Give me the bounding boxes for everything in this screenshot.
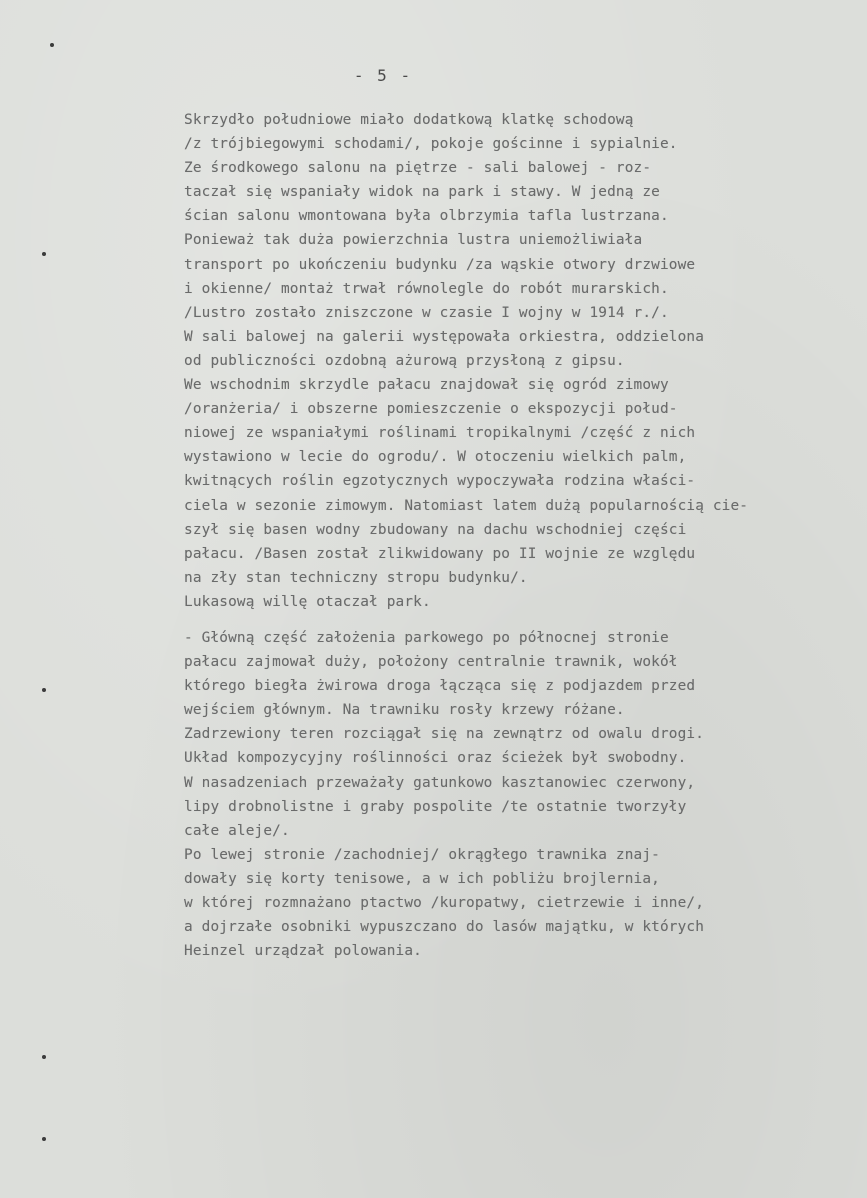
text-line: Po lewej stronie /zachodniej/ okrągłego trawnika znaj- xyxy=(184,846,660,863)
text-line: We wschodnim skrzydle pałacu znajdował się ogród zimowy xyxy=(184,377,669,394)
text-line: Lukasową willę otaczał park. xyxy=(184,593,431,610)
text-line: i okienne/ montaż trwał równolegle do robót murarskich. xyxy=(184,280,669,297)
text-line: Układ kompozycyjny roślinności oraz ścieżek był swobodny. xyxy=(184,750,687,767)
text-line: /Lustro zostało zniszczone w czasie I wojny w 1914 r./. xyxy=(184,304,669,321)
punch-hole xyxy=(42,252,46,256)
punch-hole xyxy=(42,688,46,692)
text-line: wejściem głównym. Na trawniku rosły krzewy różane. xyxy=(184,702,625,719)
text-line: W nasadzeniach przeważały gatunkowo kasztanowiec czerwony, xyxy=(184,774,696,791)
text-line: kwitnących roślin egzotycznych wypoczywała rodzina właści- xyxy=(184,473,696,490)
text-line: a dojrzałe osobniki wypuszczano do lasów majątku, w których xyxy=(184,919,705,936)
text-line: Ponieważ tak duża powierzchnia lustra uniemożliwiała xyxy=(184,232,643,249)
text-line: /z trójbiegowymi schodami/, pokoje gościnne i sypialnie. xyxy=(184,136,678,153)
text-line: /oranżeria/ i obszerne pomieszczenie o ekspozycji połud- xyxy=(184,401,678,418)
text-line: Heinzel urządzał polowania. xyxy=(184,943,422,960)
text-line: w której rozmnażano ptactwo /kuropatwy, cietrzewie i inne/, xyxy=(184,895,705,911)
text-line: taczał się wspaniały widok na park i stawy. W jedną ze xyxy=(184,184,660,201)
text-line: niowej ze wspaniałymi roślinami tropikalnymi /część z nich xyxy=(184,425,696,442)
page-number: - 5 - xyxy=(353,66,413,85)
text-line: W sali balowej na galerii występowała orkiestra, oddzielona xyxy=(184,328,705,345)
text-line: - Główną część założenia parkowego po północnej stronie xyxy=(184,629,669,646)
punch-hole xyxy=(42,1055,46,1059)
paragraph xyxy=(184,108,834,614)
text-line: całe aleje/. xyxy=(184,822,290,839)
text-line: wystawiono w lecie do ogrodu/. W otoczeniu wielkich palm, xyxy=(184,449,687,466)
text-line: ścian salonu wmontowana była olbrzymia tafla lustrzana. xyxy=(184,208,669,225)
text-line: pałacu. /Basen został zlikwidowany po II wojnie ze względu xyxy=(184,545,696,562)
text-line: szył się basen wodny zbudowany na dachu wschodniej części xyxy=(184,521,687,538)
text-line: lipy drobnolistne i graby pospolite /te ostatnie tworzyły xyxy=(184,798,687,815)
punch-hole xyxy=(42,1137,46,1141)
text-line: pałacu zajmował duży, położony centralnie trawnik, wokół xyxy=(184,654,678,671)
text-line: Skrzydło południowe miało dodatkową klatkę schodową xyxy=(184,112,634,128)
text-line: dowały się korty tenisowe, a w ich pobliżu brojlernia, xyxy=(184,870,660,887)
body-text xyxy=(184,108,834,963)
paragraph xyxy=(184,626,834,963)
text-line: transport po ukończeniu budynku /za wąskie otwory drzwiowe xyxy=(184,256,696,273)
text-line: ciela w sezonie zimowym. Natomiast latem dużą popularnością cie- xyxy=(184,497,749,514)
punch-hole xyxy=(50,43,54,47)
text-line: na zły stan techniczny stropu budynku/. xyxy=(184,569,528,586)
text-line: Zadrzewiony teren rozciągał się na zewnątrz od owalu drogi. xyxy=(184,726,705,743)
text-line: którego biegła żwirowa droga łącząca się z podjazdem przed xyxy=(184,678,696,695)
text-line: Ze środkowego salonu na piętrze - sali balowej - roz- xyxy=(184,160,652,177)
text-line: od publiczności ozdobną ażurową przysłoną z gipsu. xyxy=(184,352,625,369)
